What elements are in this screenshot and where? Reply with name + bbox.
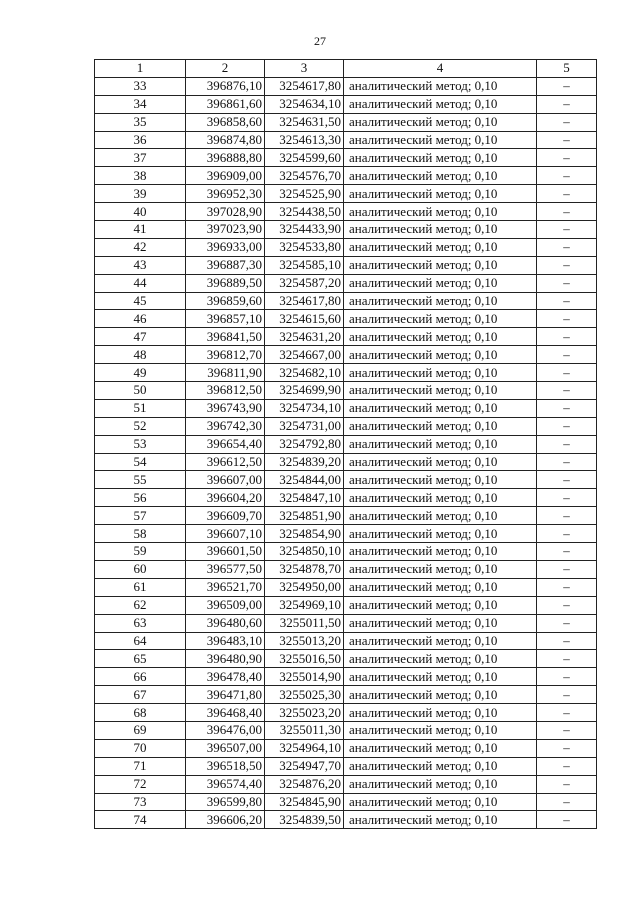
method-accuracy-cell: аналитический метод; 0,10 <box>344 382 537 400</box>
description-cell: – <box>537 793 597 811</box>
x-coordinate-cell: 396812,70 <box>186 346 265 364</box>
y-coordinate-cell: 3254844,00 <box>265 471 344 489</box>
point-number-cell: 48 <box>95 346 186 364</box>
y-coordinate-cell: 3254839,20 <box>265 453 344 471</box>
point-number-cell: 37 <box>95 149 186 167</box>
point-number-cell: 62 <box>95 596 186 614</box>
method-accuracy-cell: аналитический метод; 0,10 <box>344 650 537 668</box>
method-accuracy-cell: аналитический метод; 0,10 <box>344 614 537 632</box>
x-coordinate-cell: 397028,90 <box>186 203 265 221</box>
table-header-row <box>95 60 597 78</box>
table-row <box>95 77 597 95</box>
y-coordinate-cell: 3254792,80 <box>265 435 344 453</box>
method-accuracy-cell: аналитический метод; 0,10 <box>344 632 537 650</box>
method-accuracy-cell: аналитический метод; 0,10 <box>344 346 537 364</box>
x-coordinate-cell: 396743,90 <box>186 399 265 417</box>
point-number-cell: 74 <box>95 811 186 829</box>
x-coordinate-cell: 396876,10 <box>186 77 265 95</box>
description-cell: – <box>537 167 597 185</box>
x-coordinate-cell: 396483,10 <box>186 632 265 650</box>
table-row <box>95 95 597 113</box>
y-coordinate-cell: 3254525,90 <box>265 185 344 203</box>
method-accuracy-cell: аналитический метод; 0,10 <box>344 328 537 346</box>
x-coordinate-cell: 396606,20 <box>186 811 265 829</box>
table-row <box>95 221 597 239</box>
point-number-cell: 63 <box>95 614 186 632</box>
table-row <box>95 131 597 149</box>
method-accuracy-cell: аналитический метод; 0,10 <box>344 507 537 525</box>
table-row <box>95 543 597 561</box>
table-row <box>95 328 597 346</box>
method-accuracy-cell: аналитический метод; 0,10 <box>344 775 537 793</box>
description-cell: – <box>537 507 597 525</box>
description-cell: – <box>537 382 597 400</box>
column-header-3: 3 <box>265 60 344 78</box>
x-coordinate-cell: 396861,60 <box>186 95 265 113</box>
point-number-cell: 40 <box>95 203 186 221</box>
x-coordinate-cell: 396574,40 <box>186 775 265 793</box>
x-coordinate-cell: 396607,10 <box>186 525 265 543</box>
y-coordinate-cell: 3254533,80 <box>265 238 344 256</box>
point-number-cell: 70 <box>95 739 186 757</box>
description-cell: – <box>537 650 597 668</box>
table-row <box>95 560 597 578</box>
table-row <box>95 256 597 274</box>
y-coordinate-cell: 3254587,20 <box>265 274 344 292</box>
method-accuracy-cell: аналитический метод; 0,10 <box>344 77 537 95</box>
method-accuracy-cell: аналитический метод; 0,10 <box>344 793 537 811</box>
y-coordinate-cell: 3254845,90 <box>265 793 344 811</box>
point-number-cell: 39 <box>95 185 186 203</box>
description-cell: – <box>537 346 597 364</box>
table-row <box>95 113 597 131</box>
point-number-cell: 41 <box>95 221 186 239</box>
y-coordinate-cell: 3254631,20 <box>265 328 344 346</box>
table-row <box>95 757 597 775</box>
coordinates-table <box>94 59 597 829</box>
description-cell: – <box>537 203 597 221</box>
table-row <box>95 489 597 507</box>
x-coordinate-cell: 396604,20 <box>186 489 265 507</box>
y-coordinate-cell: 3254878,70 <box>265 560 344 578</box>
y-coordinate-cell: 3254847,10 <box>265 489 344 507</box>
x-coordinate-cell: 396471,80 <box>186 686 265 704</box>
x-coordinate-cell: 396857,10 <box>186 310 265 328</box>
table-row <box>95 704 597 722</box>
y-coordinate-cell: 3254631,50 <box>265 113 344 131</box>
description-cell: – <box>537 364 597 382</box>
table-row <box>95 346 597 364</box>
point-number-cell: 51 <box>95 399 186 417</box>
y-coordinate-cell: 3254854,90 <box>265 525 344 543</box>
description-cell: – <box>537 149 597 167</box>
method-accuracy-cell: аналитический метод; 0,10 <box>344 453 537 471</box>
x-coordinate-cell: 396607,00 <box>186 471 265 489</box>
description-cell: – <box>537 757 597 775</box>
point-number-cell: 54 <box>95 453 186 471</box>
method-accuracy-cell: аналитический метод; 0,10 <box>344 364 537 382</box>
table-row <box>95 632 597 650</box>
method-accuracy-cell: аналитический метод; 0,10 <box>344 417 537 435</box>
y-coordinate-cell: 3255013,20 <box>265 632 344 650</box>
description-cell: – <box>537 435 597 453</box>
description-cell: – <box>537 131 597 149</box>
y-coordinate-cell: 3254615,60 <box>265 310 344 328</box>
description-cell: – <box>537 632 597 650</box>
table-row <box>95 811 597 829</box>
method-accuracy-cell: аналитический метод; 0,10 <box>344 256 537 274</box>
point-number-cell: 58 <box>95 525 186 543</box>
method-accuracy-cell: аналитический метод; 0,10 <box>344 489 537 507</box>
point-number-cell: 50 <box>95 382 186 400</box>
y-coordinate-cell: 3254433,90 <box>265 221 344 239</box>
description-cell: – <box>537 668 597 686</box>
method-accuracy-cell: аналитический метод; 0,10 <box>344 525 537 543</box>
method-accuracy-cell: аналитический метод; 0,10 <box>344 167 537 185</box>
table-row <box>95 364 597 382</box>
column-header-1: 1 <box>95 60 186 78</box>
description-cell: – <box>537 596 597 614</box>
x-coordinate-cell: 396599,80 <box>186 793 265 811</box>
table-row <box>95 507 597 525</box>
x-coordinate-cell: 396609,70 <box>186 507 265 525</box>
x-coordinate-cell: 396476,00 <box>186 721 265 739</box>
y-coordinate-cell: 3254599,60 <box>265 149 344 167</box>
y-coordinate-cell: 3254699,90 <box>265 382 344 400</box>
y-coordinate-cell: 3255014,90 <box>265 668 344 686</box>
table-row <box>95 721 597 739</box>
point-number-cell: 73 <box>95 793 186 811</box>
method-accuracy-cell: аналитический метод; 0,10 <box>344 811 537 829</box>
table-row <box>95 167 597 185</box>
y-coordinate-cell: 3254682,10 <box>265 364 344 382</box>
description-cell: – <box>537 399 597 417</box>
method-accuracy-cell: аналитический метод; 0,10 <box>344 203 537 221</box>
method-accuracy-cell: аналитический метод; 0,10 <box>344 435 537 453</box>
point-number-cell: 47 <box>95 328 186 346</box>
point-number-cell: 49 <box>95 364 186 382</box>
table-row <box>95 203 597 221</box>
table-row <box>95 310 597 328</box>
table-row <box>95 525 597 543</box>
method-accuracy-cell: аналитический метод; 0,10 <box>344 310 537 328</box>
x-coordinate-cell: 396933,00 <box>186 238 265 256</box>
description-cell: – <box>537 256 597 274</box>
y-coordinate-cell: 3255023,20 <box>265 704 344 722</box>
y-coordinate-cell: 3254617,80 <box>265 77 344 95</box>
point-number-cell: 61 <box>95 578 186 596</box>
method-accuracy-cell: аналитический метод; 0,10 <box>344 578 537 596</box>
method-accuracy-cell: аналитический метод; 0,10 <box>344 471 537 489</box>
point-number-cell: 36 <box>95 131 186 149</box>
description-cell: – <box>537 686 597 704</box>
method-accuracy-cell: аналитический метод; 0,10 <box>344 596 537 614</box>
y-coordinate-cell: 3254839,50 <box>265 811 344 829</box>
x-coordinate-cell: 397023,90 <box>186 221 265 239</box>
description-cell: – <box>537 739 597 757</box>
point-number-cell: 52 <box>95 417 186 435</box>
table-row <box>95 417 597 435</box>
description-cell: – <box>537 453 597 471</box>
description-cell: – <box>537 811 597 829</box>
description-cell: – <box>537 292 597 310</box>
method-accuracy-cell: аналитический метод; 0,10 <box>344 560 537 578</box>
method-accuracy-cell: аналитический метод; 0,10 <box>344 292 537 310</box>
x-coordinate-cell: 396612,50 <box>186 453 265 471</box>
point-number-cell: 43 <box>95 256 186 274</box>
x-coordinate-cell: 396601,50 <box>186 543 265 561</box>
point-number-cell: 42 <box>95 238 186 256</box>
table-body <box>95 77 597 828</box>
description-cell: – <box>537 578 597 596</box>
x-coordinate-cell: 396812,50 <box>186 382 265 400</box>
x-coordinate-cell: 396811,90 <box>186 364 265 382</box>
y-coordinate-cell: 3254969,10 <box>265 596 344 614</box>
table-row <box>95 399 597 417</box>
method-accuracy-cell: аналитический метод; 0,10 <box>344 149 537 167</box>
y-coordinate-cell: 3255011,30 <box>265 721 344 739</box>
y-coordinate-cell: 3254964,10 <box>265 739 344 757</box>
table-row <box>95 149 597 167</box>
point-number-cell: 72 <box>95 775 186 793</box>
point-number-cell: 57 <box>95 507 186 525</box>
point-number-cell: 67 <box>95 686 186 704</box>
y-coordinate-cell: 3254576,70 <box>265 167 344 185</box>
method-accuracy-cell: аналитический метод; 0,10 <box>344 668 537 686</box>
x-coordinate-cell: 396952,30 <box>186 185 265 203</box>
y-coordinate-cell: 3255025,30 <box>265 686 344 704</box>
method-accuracy-cell: аналитический метод; 0,10 <box>344 686 537 704</box>
table-row <box>95 238 597 256</box>
x-coordinate-cell: 396480,90 <box>186 650 265 668</box>
page-number: 27 <box>314 34 326 48</box>
y-coordinate-cell: 3254850,10 <box>265 543 344 561</box>
point-number-cell: 60 <box>95 560 186 578</box>
y-coordinate-cell: 3254950,00 <box>265 578 344 596</box>
description-cell: – <box>537 704 597 722</box>
table-row <box>95 453 597 471</box>
point-number-cell: 68 <box>95 704 186 722</box>
x-coordinate-cell: 396521,70 <box>186 578 265 596</box>
table-row <box>95 382 597 400</box>
method-accuracy-cell: аналитический метод; 0,10 <box>344 238 537 256</box>
table-row <box>95 650 597 668</box>
table-row <box>95 471 597 489</box>
point-number-cell: 34 <box>95 95 186 113</box>
description-cell: – <box>537 471 597 489</box>
description-cell: – <box>537 274 597 292</box>
point-number-cell: 33 <box>95 77 186 95</box>
x-coordinate-cell: 396887,30 <box>186 256 265 274</box>
y-coordinate-cell: 3254438,50 <box>265 203 344 221</box>
point-number-cell: 35 <box>95 113 186 131</box>
x-coordinate-cell: 396841,50 <box>186 328 265 346</box>
x-coordinate-cell: 396468,40 <box>186 704 265 722</box>
y-coordinate-cell: 3255016,50 <box>265 650 344 668</box>
description-cell: – <box>537 721 597 739</box>
x-coordinate-cell: 396888,80 <box>186 149 265 167</box>
method-accuracy-cell: аналитический метод; 0,10 <box>344 185 537 203</box>
method-accuracy-cell: аналитический метод; 0,10 <box>344 543 537 561</box>
x-coordinate-cell: 396859,60 <box>186 292 265 310</box>
description-cell: – <box>537 489 597 507</box>
y-coordinate-cell: 3254667,00 <box>265 346 344 364</box>
method-accuracy-cell: аналитический метод; 0,10 <box>344 131 537 149</box>
point-number-cell: 53 <box>95 435 186 453</box>
description-cell: – <box>537 417 597 435</box>
description-cell: – <box>537 113 597 131</box>
y-coordinate-cell: 3255011,50 <box>265 614 344 632</box>
table-row <box>95 435 597 453</box>
y-coordinate-cell: 3254731,00 <box>265 417 344 435</box>
description-cell: – <box>537 77 597 95</box>
description-cell: – <box>537 310 597 328</box>
table-row <box>95 668 597 686</box>
method-accuracy-cell: аналитический метод; 0,10 <box>344 399 537 417</box>
description-cell: – <box>537 328 597 346</box>
y-coordinate-cell: 3254617,80 <box>265 292 344 310</box>
method-accuracy-cell: аналитический метод; 0,10 <box>344 721 537 739</box>
point-number-cell: 56 <box>95 489 186 507</box>
x-coordinate-cell: 396909,00 <box>186 167 265 185</box>
x-coordinate-cell: 396577,50 <box>186 560 265 578</box>
description-cell: – <box>537 525 597 543</box>
table-row <box>95 775 597 793</box>
point-number-cell: 71 <box>95 757 186 775</box>
method-accuracy-cell: аналитический метод; 0,10 <box>344 739 537 757</box>
y-coordinate-cell: 3254734,10 <box>265 399 344 417</box>
table-row <box>95 274 597 292</box>
method-accuracy-cell: аналитический метод; 0,10 <box>344 757 537 775</box>
point-number-cell: 69 <box>95 721 186 739</box>
method-accuracy-cell: аналитический метод; 0,10 <box>344 221 537 239</box>
y-coordinate-cell: 3254613,30 <box>265 131 344 149</box>
point-number-cell: 45 <box>95 292 186 310</box>
table-row <box>95 596 597 614</box>
y-coordinate-cell: 3254876,20 <box>265 775 344 793</box>
table-row <box>95 578 597 596</box>
x-coordinate-cell: 396874,80 <box>186 131 265 149</box>
x-coordinate-cell: 396509,00 <box>186 596 265 614</box>
x-coordinate-cell: 396654,40 <box>186 435 265 453</box>
point-number-cell: 44 <box>95 274 186 292</box>
x-coordinate-cell: 396507,00 <box>186 739 265 757</box>
y-coordinate-cell: 3254634,10 <box>265 95 344 113</box>
description-cell: – <box>537 775 597 793</box>
table-row <box>95 793 597 811</box>
description-cell: – <box>537 221 597 239</box>
point-number-cell: 38 <box>95 167 186 185</box>
y-coordinate-cell: 3254947,70 <box>265 757 344 775</box>
method-accuracy-cell: аналитический метод; 0,10 <box>344 274 537 292</box>
method-accuracy-cell: аналитический метод; 0,10 <box>344 704 537 722</box>
x-coordinate-cell: 396742,30 <box>186 417 265 435</box>
point-number-cell: 65 <box>95 650 186 668</box>
table-row <box>95 292 597 310</box>
method-accuracy-cell: аналитический метод; 0,10 <box>344 95 537 113</box>
table-row <box>95 686 597 704</box>
description-cell: – <box>537 614 597 632</box>
x-coordinate-cell: 396889,50 <box>186 274 265 292</box>
column-header-4: 4 <box>344 60 537 78</box>
description-cell: – <box>537 185 597 203</box>
point-number-cell: 55 <box>95 471 186 489</box>
point-number-cell: 64 <box>95 632 186 650</box>
column-header-2: 2 <box>186 60 265 78</box>
y-coordinate-cell: 3254851,90 <box>265 507 344 525</box>
column-header-5: 5 <box>537 60 597 78</box>
point-number-cell: 59 <box>95 543 186 561</box>
point-number-cell: 66 <box>95 668 186 686</box>
table-row <box>95 614 597 632</box>
x-coordinate-cell: 396480,60 <box>186 614 265 632</box>
description-cell: – <box>537 238 597 256</box>
table-row <box>95 739 597 757</box>
y-coordinate-cell: 3254585,10 <box>265 256 344 274</box>
description-cell: – <box>537 543 597 561</box>
description-cell: – <box>537 95 597 113</box>
point-number-cell: 46 <box>95 310 186 328</box>
x-coordinate-cell: 396478,40 <box>186 668 265 686</box>
method-accuracy-cell: аналитический метод; 0,10 <box>344 113 537 131</box>
table-row <box>95 185 597 203</box>
x-coordinate-cell: 396518,50 <box>186 757 265 775</box>
x-coordinate-cell: 396858,60 <box>186 113 265 131</box>
description-cell: – <box>537 560 597 578</box>
